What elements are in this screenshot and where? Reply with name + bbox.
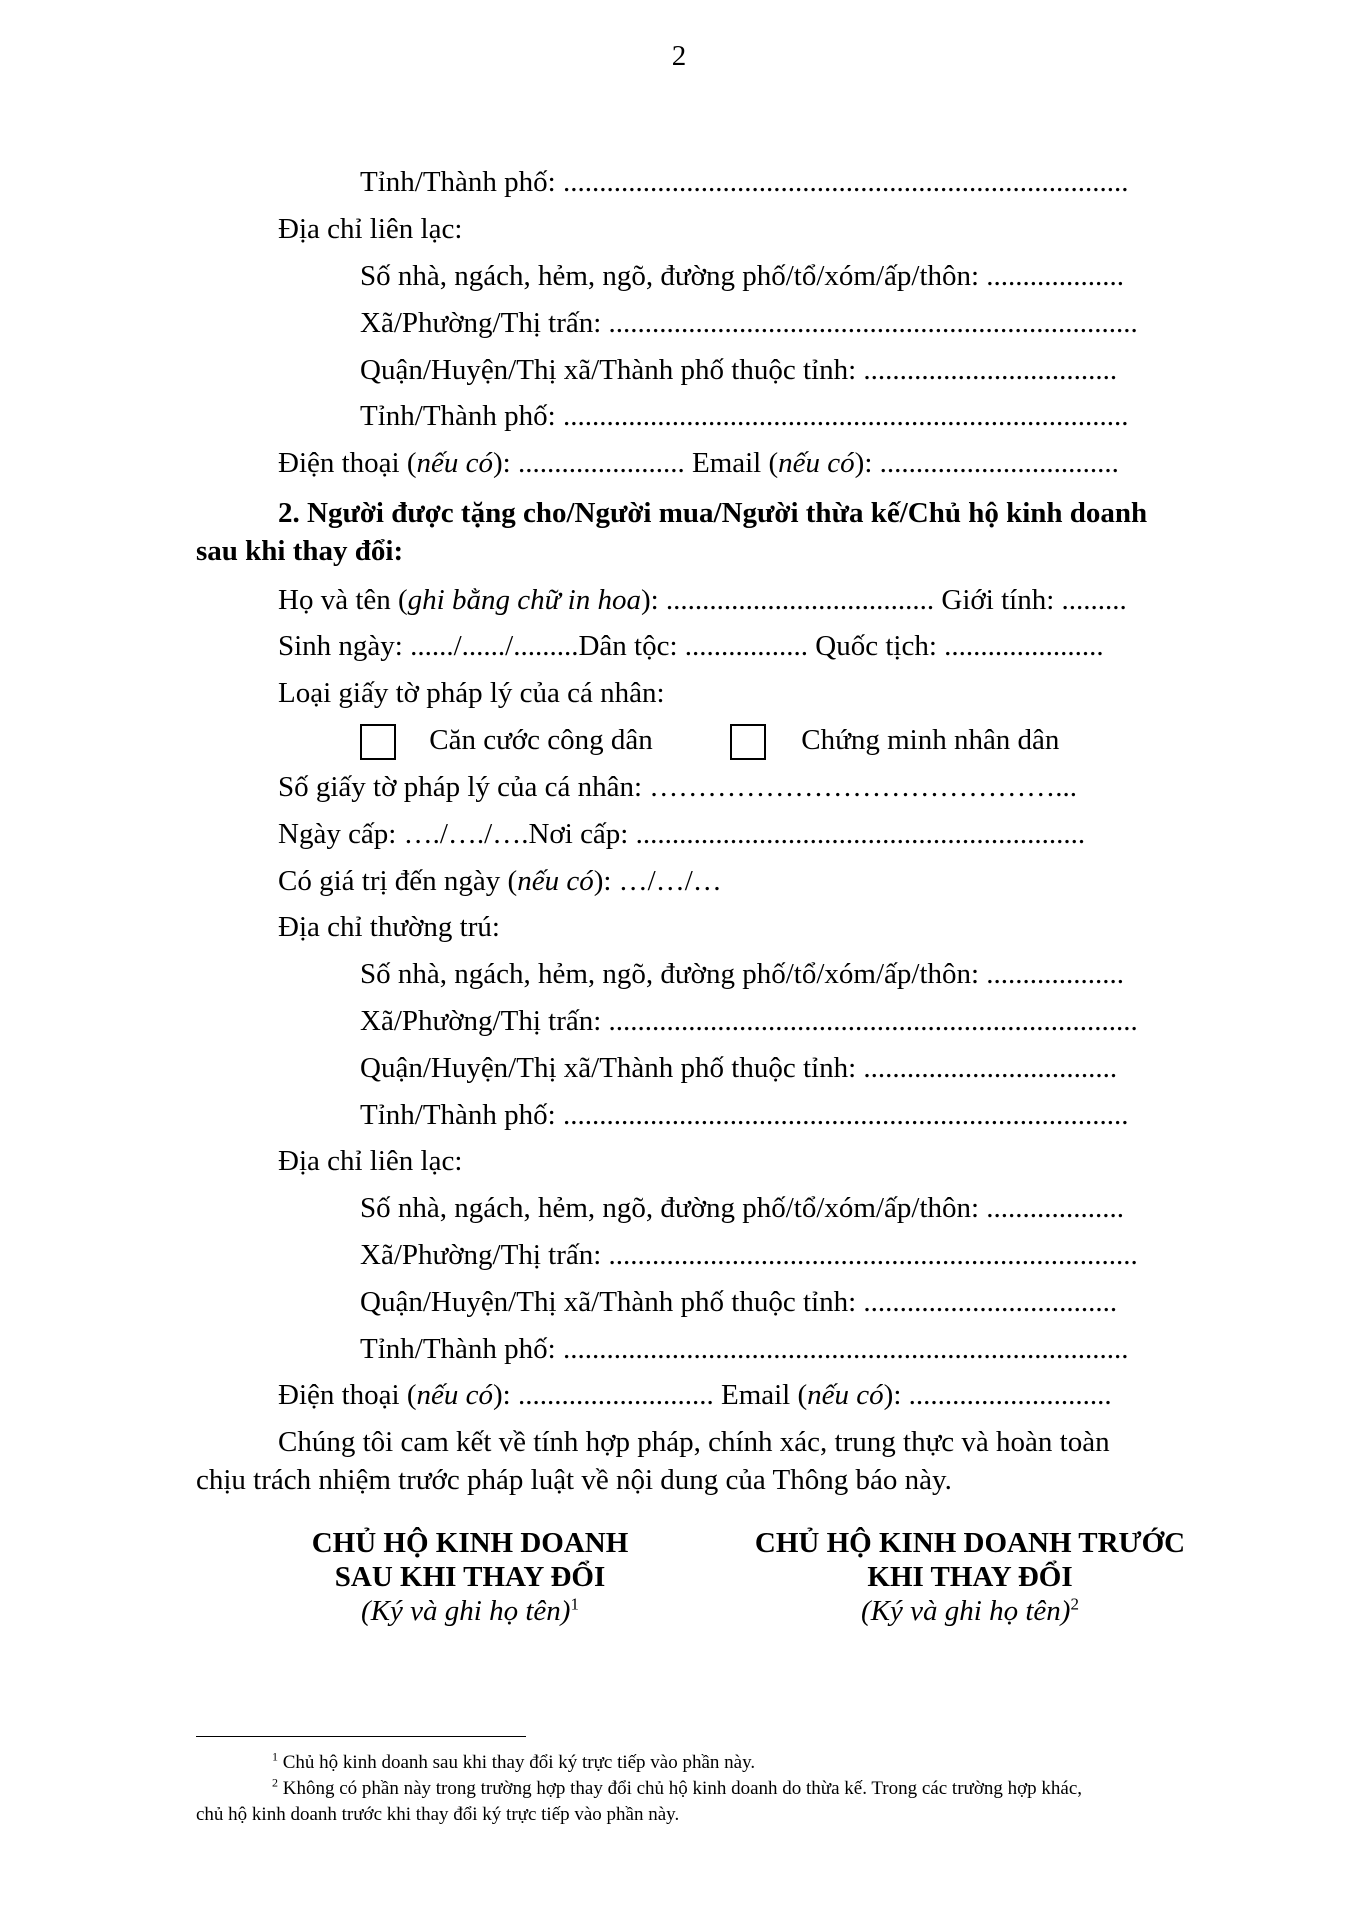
ward-field: Xã/Phường/Thị trấn: ......................................................................... [360,1239,1138,1271]
id-type-label: Loại giấy tờ pháp lý của cá nhân: [278,677,665,709]
phone-email-field [278,445,1119,481]
email-label: ): ........................... Email ( [493,1379,808,1411]
valid-until-field [278,863,722,899]
sign-instruction: (Ký và ghi họ tên) [861,1595,1071,1627]
optional-note: nếu có [416,1379,494,1411]
commitment-text-cont: chịu trách nhiệm trước pháp luật về nội dung của Thông báo này. [196,1464,952,1496]
email-dots: ): ................................. [854,447,1119,479]
footnote-mark: 2 [272,1775,278,1790]
province-field: Tỉnh/Thành phố: .............................................................................. [360,1099,1129,1131]
signature-title: CHỦ HỘ KINH DOANH TRƯỚC [754,1527,1186,1559]
house-number-field: Số nhà, ngách, hẻm, ngõ, đường phố/tổ/xóm/ấp/thôn: ................... [360,260,1125,292]
valid-until-label: Có giá trị đến ngày ( [278,865,518,897]
option-citizen-id-label: Căn cước công dân [429,724,653,756]
footnote-1 [272,1750,755,1775]
checkbox-identity-card[interactable] [730,724,766,760]
footnote-2-cont: chủ hộ kinh doanh trước khi thay đổi ký trực tiếp vào phần này. [196,1804,680,1825]
province-field: Tỉnh/Thành phố: .............................................................................. [360,166,1129,198]
province-field: Tỉnh/Thành phố: .............................................................................. [360,1333,1129,1365]
option-identity-card-label: Chứng minh nhân dân [801,724,1060,756]
district-field: Quận/Huyện/Thị xã/Thành phố thuộc tỉnh: ................................... [360,1286,1118,1318]
phone-label: Điện thoại ( [278,1379,417,1411]
ward-field: Xã/Phường/Thị trấn: ......................................................................... [360,307,1138,339]
footnote-text: Chủ hộ kinh doanh sau khi thay đổi ký trực tiếp vào phần này. [278,1752,756,1773]
signature-note [730,1594,1210,1628]
house-number-field: Số nhà, ngách, hẻm, ngõ, đường phố/tổ/xóm/ấp/thôn: ................... [360,958,1125,990]
contact-address-label: Địa chỉ liên lạc: [278,1145,463,1177]
optional-note: nếu có [807,1379,884,1411]
id-number-field: Số giấy tờ pháp lý của cá nhân: ……………………………………... [278,771,1078,803]
gender-label: ): ..................................... Giới tính: ......... [640,584,1127,616]
contact-address-label: Địa chỉ liên lạc: [278,213,463,245]
footnote-ref: 2 [1070,1594,1079,1614]
signature-note [240,1594,700,1628]
optional-note: nếu có [778,447,855,479]
footnote-divider [196,1736,526,1737]
email-dots: ): ............................ [883,1379,1112,1411]
house-number-field: Số nhà, ngách, hẻm, ngõ, đường phố/tổ/xóm/ấp/thôn: ................... [360,1192,1125,1224]
section-2-heading: 2. Người được tặng cho/Người mua/Người thừa kế/Chủ hộ kinh doanh [278,497,1148,529]
footnote-2 [272,1776,1082,1801]
phone-email-field [278,1377,1112,1413]
signature-block-after [240,1526,700,1628]
footnote-mark: 1 [272,1749,278,1764]
permanent-address-label: Địa chỉ thường trú: [278,911,500,943]
full-name-field [278,582,1127,618]
sign-instruction: (Ký và ghi họ tên) [361,1595,571,1627]
checkbox-citizen-id[interactable] [360,724,396,760]
signature-block-before [730,1526,1210,1628]
ward-field: Xã/Phường/Thị trấn: ......................................................................... [360,1005,1138,1037]
signature-title: CHỦ HỘ KINH DOANH [311,1527,629,1559]
uppercase-note: ghi bằng chữ in hoa [407,584,641,616]
page-number: 2 [671,40,687,72]
phone-label: Điện thoại ( [278,447,417,479]
signature-subtitle: SAU KHI THAY ĐỔI [334,1561,606,1593]
optional-note: nếu có [416,447,494,479]
district-field: Quận/Huyện/Thị xã/Thành phố thuộc tỉnh: ................................... [360,354,1118,386]
footnote-text: Không có phần này trong trường hợp thay đổi chủ hộ kinh doanh do thừa kế. Trong các trường hợp khác, [278,1778,1083,1799]
footnote-ref: 1 [570,1594,579,1614]
birth-ethnicity-nationality-field: Sinh ngày: ....../....../.........Dân tộc: ................. Quốc tịch: ...................... [278,630,1104,662]
valid-until-dots: ): …/…/… [593,865,722,897]
district-field: Quận/Huyện/Thị xã/Thành phố thuộc tỉnh: ................................... [360,1052,1118,1084]
section-2-heading-cont: sau khi thay đổi: [196,535,404,567]
issue-date-place-field: Ngày cấp: …./…./….Nơi cấp: .............................................................. [278,818,1086,850]
optional-note: nếu có [517,865,594,897]
id-type-options [360,722,1059,760]
full-name-label: Họ và tên ( [278,584,408,616]
commitment-text: Chúng tôi cam kết về tính hợp pháp, chính xác, trung thực và hoàn toàn [278,1426,1110,1458]
province-field: Tỉnh/Thành phố: .............................................................................. [360,400,1129,432]
email-label: ): ....................... Email ( [493,447,779,479]
signature-subtitle: KHI THAY ĐỔI [867,1561,1073,1593]
